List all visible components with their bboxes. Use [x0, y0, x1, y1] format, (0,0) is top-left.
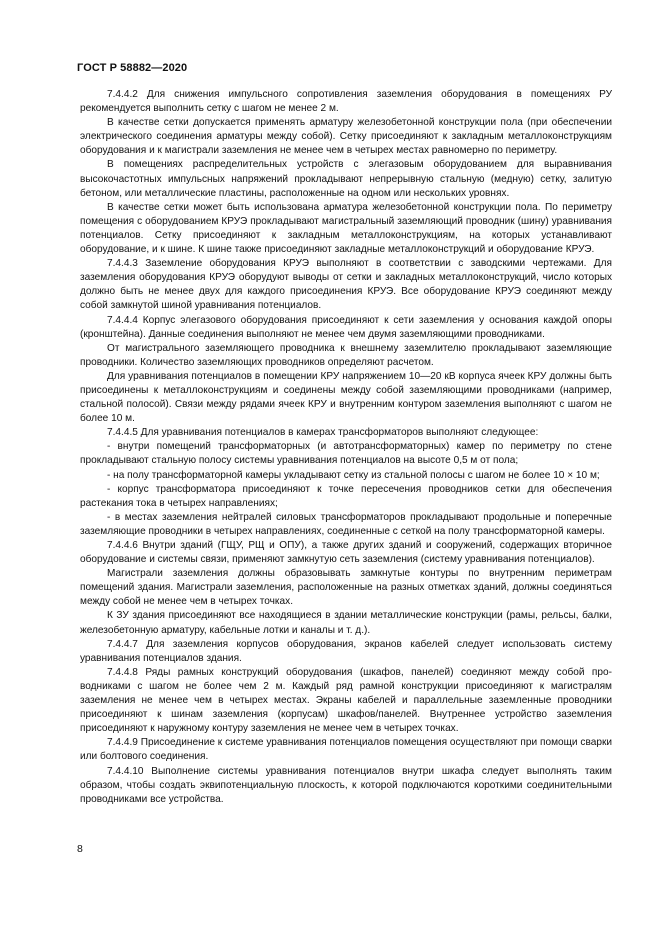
paragraph-7-4-4-9: 7.4.4.9 Присоединение к системе уравнивания потенциалов помещения осуществляют при помощи сварки или болтового соединения. — [80, 737, 612, 763]
standard-header: ГОСТ Р 58882—2020 — [77, 62, 188, 74]
paragraph-7-4-4-8: 7.4.4.8 Ряды рамных конструкций оборудования (шкафов, панелей) соединяют между собой проводниками с шагом не более чем 2 м. Каждый ряд рамной конструкции присоединяют к магистралям заземления не менее чем в четырех местах. Экраны кабелей и параллельные заземленные проводники присоединяют к шинам заземления (корпусам) шкафов/панелей. Внутреннее устройство заземления присоединяют к наружному контуру заземления не менее чем в четырех точках. — [80, 666, 612, 735]
paragraph-7-4-4-6: 7.4.4.6 Внутри зданий (ГЩУ, РЩ и ОПУ), а также других зданий и сооружений, содержащих вторичное оборудование и системы связи, применяют замкнутую сеть заземления (систему уравнивания потенциалов). — [80, 540, 612, 566]
paragraph-7-4-4-4: 7.4.4.4 Корпус элегазового оборудования присоединяют к сети заземления у основания каждой опоры (кронштейна). Данные соединения выполняют не менее чем двумя заземляющими проводниками. — [80, 314, 612, 340]
paragraph-kru-equalization: Для уравнивания потенциалов в помещении КРУ напряжением 10—20 кВ корпуса ячеек КРУ должны быть присоединены к металлоконструкциям и соединены между собой заземляющими проводниками (например, стальной полосой). Связи между рядами ячеек КРУ и внутренним контуром заземления выполняют с шагом не более 10 м. — [80, 370, 612, 425]
paragraph-7-4-4-5: 7.4.4.5 Для уравнивания потенциалов в камерах трансформаторов выполняют следующее: — [107, 427, 539, 439]
paragraph-7-4-4-3: 7.4.4.3 Заземление оборудования КРУЭ выполняют в соответствии с заводскими чертежами. Для заземления оборудования КРУЭ оборудуют выводы от сетки и закладных металлоконструкций, число которых должно быть не менее двух для каждого присоединения КРУЭ. Все оборудование КРУЭ соединяют между собой замкнутой шиной уравнивания потенциалов. — [80, 258, 612, 312]
paragraph-grounding-mains: Магистрали заземления должны образовывать замкнутые контуры по внутренним периметрам помещений здания. Магистрали заземления, расположенные на разных отметках зданий, должны соединяться между собой не менее чем в четырех точках. — [80, 568, 612, 608]
paragraph-mesh-reinforcement: В качестве сетки допускается применять арматуру железобетонной конструкции пола (при обеспечении электрического соединения арматуры между собой). Сетку присоединяют к закладным металлоконструкциям оборудования и к магистрали заземления не менее чем в четырех местах равномерно по периметру. — [80, 117, 612, 157]
paragraph-main-conductor: От магистрального заземляющего проводника к внешнему заземлителю прокладывают заземляющие проводники. Количество заземляющих проводников определяют расчетом. — [80, 342, 612, 368]
paragraph-7-4-4-2: 7.4.4.2 Для снижения импульсного сопротивления заземления оборудования в помещениях РУ рекомендуется выполнить сетку с шагом не менее 2 м. — [80, 89, 612, 115]
paragraph-7-4-4-10: 7.4.4.10 Выполнение системы уравнивания потенциалов внутри шкафа следует выполнять таким образом, чтобы создать эквипотенциальную плоскость, к которой подключаются короткими соединительными проводниками все устройства. — [80, 765, 612, 805]
list-item: - в местах заземления нейтралей силовых трансформаторов прокладывают продольные и поперечные заземляющие проводники в четырех направлениях, соединенные с сеткой на полу трансформаторной камеры. — [80, 511, 612, 537]
body-text — [80, 88, 612, 807]
paragraph-zu-building: К ЗУ здания присоединяют все находящиеся в здании металлические конструкции (рамы, рельсы, балки, железобетонную арматуру, кабельные лотки и каналы и т. д.). — [80, 610, 612, 636]
paragraph-7-4-4-7: 7.4.4.7 Для заземления корпусов оборудования, экранов кабелей следует использовать систему уравнивания потенциалов здания. — [80, 638, 612, 664]
list-item: - на полу трансформаторной камеры укладывают сетку из стальной полосы с шагом не более 10 × 10 м; — [107, 469, 600, 481]
list-item: - внутри помещений трансформаторных (и автотрансформаторных) камер по периметру по стене прокладывают стальную полосу системы уравнивания потенциалов на высоте 0,5 м от пола; — [80, 441, 612, 467]
page-number: 8 — [77, 843, 83, 855]
list-item: - корпус трансформатора присоединяют к точке пересечения проводников сетки для обеспечения растекания тока в четырех направлениях; — [80, 483, 612, 509]
paragraph-gis-rooms: В помещениях распределительных устройств с элегазовым оборудованием для выравнивания высокочастотных импульсных напряжений прокладывают непрерывную стальную (медную) сетку, залитую бетоном, или металлические пластины, расположенные на одном или нескольких уровнях. — [80, 159, 612, 199]
paragraph-kruie-mesh: В качестве сетки может быть использована арматура железобетонной конструкции пола. По периметру помещения с оборудованием КРУЭ прокладывают магистральный заземляющий проводник (шину) уравнивания потенциалов. Сетку присоединяют к закладным металлоконструкциям, на которых устанавливают оборудование, и к шине. К шине также присоединяют закладные металлоконструкций и оборудование КРУЭ. — [80, 201, 612, 256]
